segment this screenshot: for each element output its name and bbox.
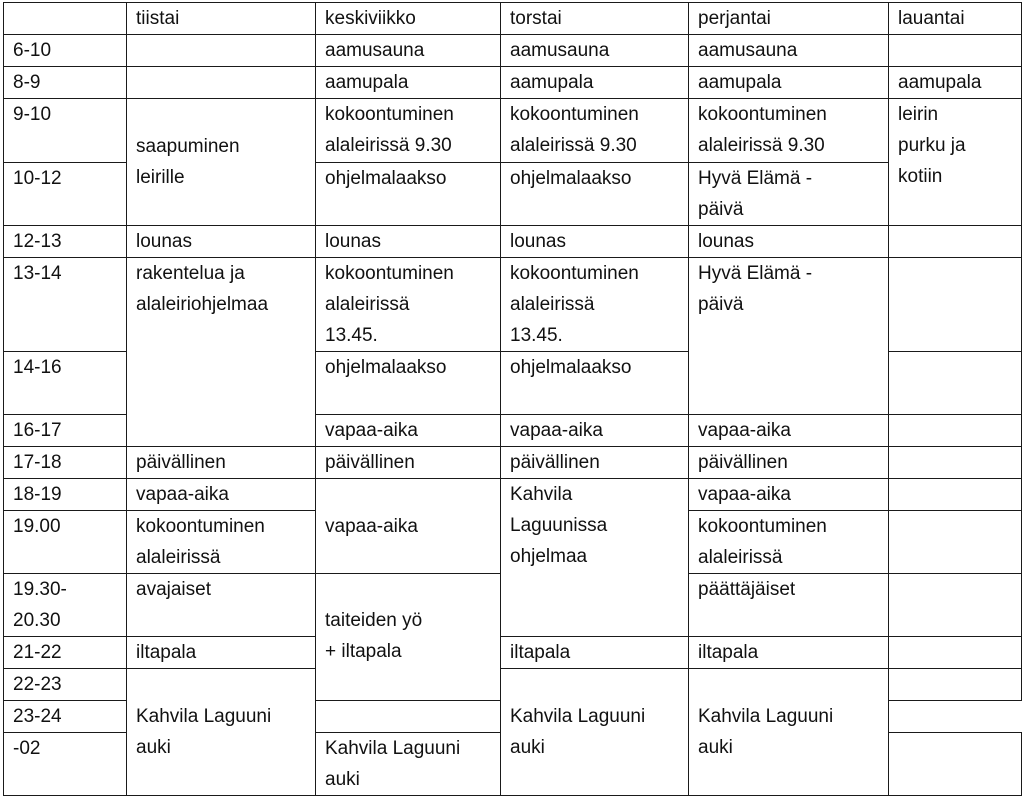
wed-cafe-open: Kahvila Laguuni auki [316,733,501,796]
fri-evening-snack: iltapala [689,637,889,669]
row-12-13 [4,226,1022,258]
wed-art-night: taiteiden yö + iltapala [316,574,501,701]
tue-building: rakentelua ja alaleiriohjelmaa [127,258,316,447]
thu-cafe-open: Kahvila Laguuni auki [501,669,689,796]
thu-dinner: päivällinen [501,447,689,479]
thu-program-valley-pm: ohjelmalaakso [501,352,689,415]
tue-meeting: kokoontuminen alaleirissä [127,511,316,574]
wed-free-time-evening: vapaa-aika [316,479,501,574]
fri-good-life-am: Hyvä Elämä - päivä [689,163,889,226]
time-cell: 8-9 [4,67,127,99]
time-cell: 17-18 [4,447,127,479]
row-8-9 [4,67,1022,99]
camp-schedule-table [3,2,1022,796]
thu-breakfast: aamupala [501,67,689,99]
sat-breakfast: aamupala [889,67,1022,99]
wed-breakfast: aamupala [316,67,501,99]
row-9-10 [4,99,1022,163]
time-cell: 19.00 [4,511,127,574]
wed-dinner: päivällinen [316,447,501,479]
time-cell: 9-10 [4,99,127,163]
thu-free-time: vapaa-aika [501,415,689,447]
time-cell: 10-12 [4,163,127,226]
time-cell: 14-16 [4,352,127,415]
thu-evening-snack: iltapala [501,637,689,669]
header-time-cell [4,3,127,35]
sat-empty-cell [889,637,1022,669]
wed-lunch: lounas [316,226,501,258]
fri-cafe-open: Kahvila Laguuni auki [689,669,889,796]
tue-opening: avajaiset [127,574,316,637]
time-cell: 23-24 [4,701,127,733]
wed-meeting-am: kokoontuminen alaleirissä 9.30 [316,99,501,163]
fri-closing: päättäjäiset [689,574,889,637]
sat-empty-cell [889,447,1022,479]
tue-cafe-open: Kahvila Laguuni auki [127,669,316,796]
tue-evening-snack: iltapala [127,637,316,669]
thu-sauna: aamusauna [501,35,689,67]
fri-meeting-am: kokoontuminen alaleirissä 9.30 [689,99,889,163]
row-17-18 [4,447,1022,479]
time-cell: 18-19 [4,479,127,511]
fri-sauna: aamusauna [689,35,889,67]
fri-good-life-pm: Hyvä Elämä - päivä [689,258,889,415]
sat-empty-cell [889,258,1022,352]
header-tuesday: tiistai [127,3,316,35]
thu-meeting-pm: kokoontuminen alaleirissä 13.45. [501,258,689,352]
sat-empty-cell [889,226,1022,258]
wed-sauna: aamusauna [316,35,501,67]
row-13-14 [4,258,1022,352]
wed-program-valley-pm: ohjelmalaakso [316,352,501,415]
wed-meeting-pm: kokoontuminen alaleirissä 13.45. [316,258,501,352]
time-cell: 13-14 [4,258,127,352]
fri-meeting: kokoontuminen alaleirissä [689,511,889,574]
wed-free-time: vapaa-aika [316,415,501,447]
fri-breakfast: aamupala [689,67,889,99]
row-21-22 [4,637,1022,669]
row-22-23 [4,669,1022,701]
fri-free-time-evening: vapaa-aika [689,479,889,511]
time-cell: 19.30- 20.30 [4,574,127,637]
fri-free-time: vapaa-aika [689,415,889,447]
time-cell: 12-13 [4,226,127,258]
sat-empty-cell [889,574,1022,637]
time-cell: 6-10 [4,35,127,67]
sat-empty-cell [889,733,1022,796]
sat-departure: leirin purku ja kotiin [889,99,1022,226]
header-friday: perjantai [689,3,889,35]
header-thursday: torstai [501,3,689,35]
fri-dinner: päivällinen [689,447,889,479]
tue-lunch: lounas [127,226,316,258]
header-saturday: lauantai [889,3,1022,35]
tue-empty-cell [127,67,316,99]
tue-free-time: vapaa-aika [127,479,316,511]
sat-empty-cell [889,669,1022,701]
thu-program-valley-am: ohjelmalaakso [501,163,689,226]
thu-cafe-program: Kahvila Laguunissa ohjelmaa [501,479,689,637]
row-18-19 [4,479,1022,511]
sat-empty-cell [889,352,1022,415]
thu-meeting-am: kokoontuminen alaleirissä 9.30 [501,99,689,163]
tue-arrival: saapuminen leirille [127,99,316,226]
wed-program-valley-am: ohjelmalaakso [316,163,501,226]
time-cell: 21-22 [4,637,127,669]
header-row [4,3,1022,35]
sat-empty-cell [889,415,1022,447]
sat-empty-cell [889,35,1022,67]
tue-dinner: päivällinen [127,447,316,479]
sat-empty-cell [316,701,501,733]
tue-empty-cell [127,35,316,67]
header-wednesday: keskiviikko [316,3,501,35]
time-cell: 22-23 [4,669,127,701]
fri-lunch: lounas [689,226,889,258]
time-cell: -02 [4,733,127,796]
thu-lunch: lounas [501,226,689,258]
time-cell: 16-17 [4,415,127,447]
sat-empty-cell [889,479,1022,511]
row-6-10 [4,35,1022,67]
sat-empty-cell [889,511,1022,574]
